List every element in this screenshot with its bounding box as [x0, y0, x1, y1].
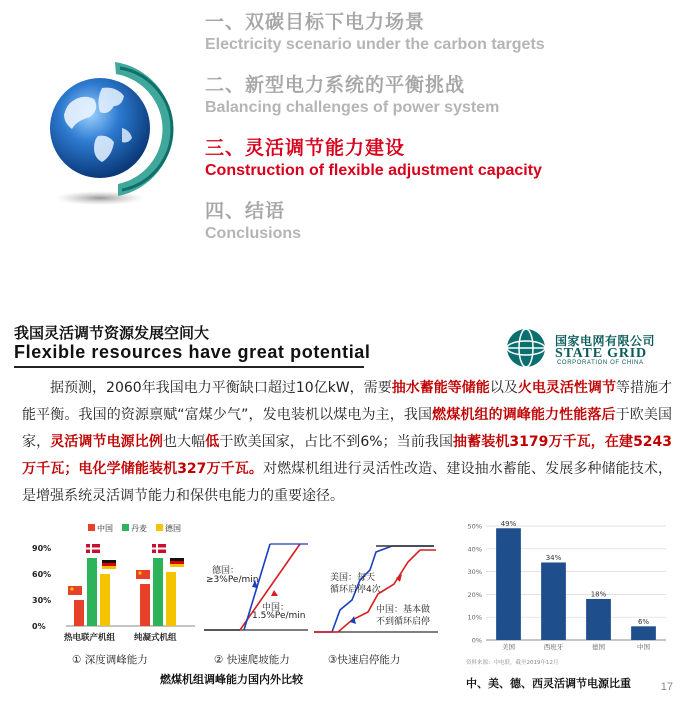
bar-value-label: 6%: [637, 617, 650, 626]
caption-start-stop: ③快速启停能力: [328, 654, 401, 666]
y-tick: 90%: [32, 544, 52, 553]
y-tick-label: 30%: [467, 568, 482, 577]
bar: [496, 528, 521, 640]
legend-germany: 德国: [165, 524, 181, 533]
agenda-item-en: Balancing challenges of power system: [205, 99, 500, 116]
agenda-item-1: [205, 10, 675, 73]
highlight-run: 低: [205, 434, 220, 450]
ramp-rate-figure: [202, 540, 312, 640]
y-tick-label: 50%: [467, 522, 482, 531]
agenda-item-zh: 四、结语: [205, 200, 286, 222]
legend-swatch-china: [88, 524, 95, 531]
category-label: 美国: [502, 643, 515, 651]
ramp-label-china: 中国：: [262, 603, 290, 613]
start-label-china-2: 不到循环启停: [376, 617, 431, 627]
right-chart-title: 中、美、德、西灵活调节电源比重: [466, 677, 631, 690]
y-tick: 30%: [32, 596, 52, 605]
denmark-flag-icon: [86, 544, 100, 553]
agenda-list: [205, 10, 675, 262]
logo-text-zh: 国家电网有限公司: [555, 334, 656, 348]
bar-denmark-chp: [87, 558, 97, 626]
category-label: 西班牙: [543, 643, 564, 651]
germany-flag-icon: [170, 558, 184, 567]
group-label-chp: 热电联产机组: [64, 633, 116, 643]
y-tick-label: 10%: [467, 613, 482, 622]
china-flag-icon: [136, 570, 150, 579]
highlight-run: 火电灵活性调节: [517, 380, 616, 396]
section-title-en: Flexible resources have great potential: [14, 342, 371, 362]
bar: [631, 626, 656, 640]
left-figure-title: 燃煤机组调峰能力国内外比较: [160, 673, 303, 686]
agenda-item-zh: 一、双碳目标下电力场景: [205, 11, 426, 33]
highlight-run: 抽水蓄能等储能: [391, 380, 490, 396]
deep-peak-shaving-figure: [30, 522, 200, 652]
highlight-run: 灵活调节电源比例: [50, 434, 163, 450]
text-run: 对燃煤机组进行灵活性改造、建设抽水蓄能、发展多种储能技术，是增强系统灵活调节能力和保供电能力的重要途径。: [22, 461, 672, 504]
agenda-item-2: [205, 73, 675, 136]
section-title-zh: 我国灵活调节资源发展空间大: [14, 324, 210, 342]
legend-swatch-denmark: [122, 524, 129, 531]
category-label: 中国: [637, 643, 650, 651]
group-label-condensing: 纯凝式机组: [134, 633, 177, 643]
denmark-flag-icon: [152, 544, 166, 553]
page-number: 17: [660, 681, 673, 693]
category-label: 德国: [592, 643, 605, 651]
ramp-label-germany: 德国：: [212, 566, 240, 576]
start-label-china: 中国：基本做: [376, 605, 431, 615]
bar-germany-chp: [100, 574, 110, 626]
state-grid-logo: [503, 326, 673, 370]
body-paragraph: [22, 375, 672, 510]
y-tick-label: 20%: [467, 590, 482, 599]
agenda-item-zh: 三、灵活调节能力建设: [205, 137, 406, 159]
y-tick: 0%: [32, 622, 46, 631]
section-underline: [14, 366, 364, 368]
caption-ramp: ② 快速爬坡能力: [214, 654, 290, 666]
bar-germany-condensing: [166, 572, 176, 626]
start-label-us: 美国：每天: [330, 573, 376, 583]
highlight-run: 燃煤机组的调峰能力性能落后: [432, 407, 616, 423]
agenda-item-en: Construction of flexible adjustment capacity: [205, 162, 542, 179]
bar-china-chp: [74, 600, 84, 626]
state-grid-emblem-icon: [503, 326, 549, 370]
legend-swatch-germany: [156, 524, 163, 531]
ramp-value-germany: ≥3%Pe/min: [206, 575, 259, 585]
bar-denmark-condensing: [153, 558, 163, 626]
germany-flag-icon: [102, 560, 116, 569]
y-tick-label: 0%: [471, 636, 482, 645]
text-run: 也大幅: [162, 434, 206, 450]
text-run: 以及: [489, 380, 518, 396]
arrow-icon: [271, 590, 278, 596]
flexible-source-share-chart: [456, 518, 671, 668]
logo-text-sub: CORPORATION OF CHINA: [557, 360, 644, 366]
y-tick: 60%: [32, 570, 52, 579]
globe-graphic: [40, 58, 190, 208]
bar: [541, 562, 566, 640]
china-flag-icon: [68, 586, 82, 595]
ramp-value-china: 1.5%Pe/min: [252, 611, 306, 621]
legend-china: 中国: [97, 524, 113, 533]
bar-value-label: 18%: [590, 590, 607, 599]
legend-denmark: 丹麦: [131, 524, 147, 533]
text-run: 等措施才能平衡。我国的资源禀赋“富煤少气”，发电装机以煤电为主，我国: [22, 380, 673, 423]
agenda-item-en: Conclusions: [205, 225, 302, 242]
y-tick-label: 40%: [467, 545, 482, 554]
caption-deep-peak: ① 深度调峰能力: [72, 654, 148, 666]
text-run: 于欧美国家，: [22, 407, 673, 450]
agenda-item-3-active: [205, 136, 675, 199]
bar: [586, 599, 611, 640]
bar-value-label: 34%: [545, 553, 562, 562]
text-run: 据预测，2060年我国电力平衡缺口超过10亿kW，需要: [50, 380, 392, 396]
agenda-item-en: Electricity scenario under the carbon targets: [205, 36, 545, 53]
chart-source: 资料来源：中电联，截至2019年12月: [466, 660, 559, 666]
agenda-item-zh: 二、新型电力系统的平衡挑战: [205, 74, 466, 96]
bar-value-label: 49%: [500, 519, 517, 528]
logo-text-en: STATE GRID: [555, 346, 647, 361]
text-run: 于欧美国家，占比不到6%；当前我国: [219, 434, 454, 450]
start-label-us-2: 循环启停4次: [330, 585, 381, 595]
agenda-item-4: [205, 199, 675, 262]
bar-china-condensing: [140, 584, 150, 626]
highlight-run: 抽蓄装机3179万千瓦，在建5243万千瓦；电化学储能装机327万千瓦。: [22, 434, 673, 477]
